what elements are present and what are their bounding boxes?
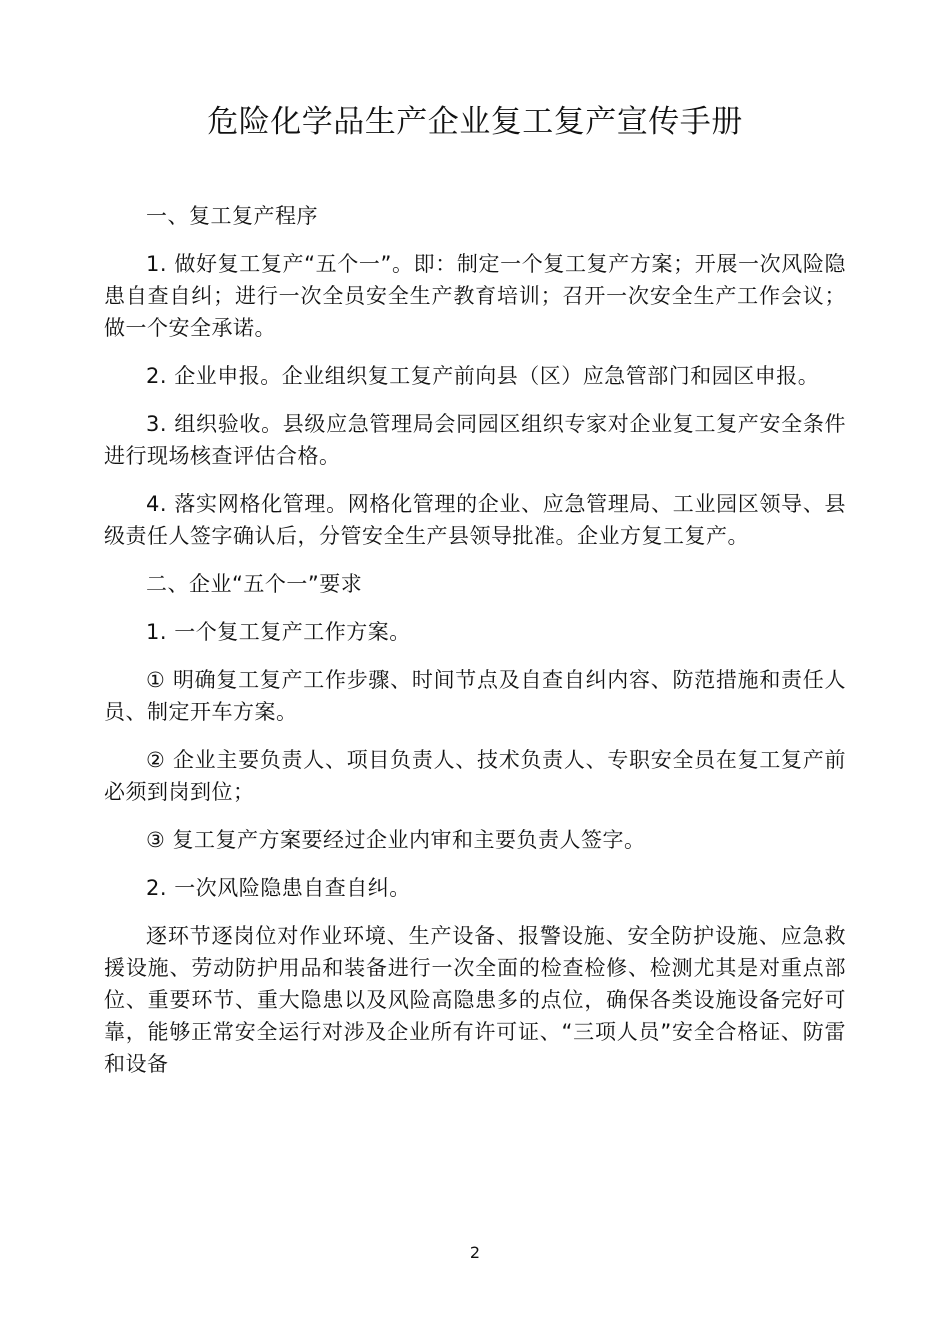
- section-heading-procedure: 一、复工复产程序: [146, 204, 318, 228]
- procedure-item-3: 3. 组织验收。县级应急管理局会同园区组织专家对企业复工复产安全条件进行现场核查评估合格。: [104, 412, 846, 468]
- document-body: [104, 200, 846, 1096]
- requirement-subitem-1: ① 明确复工复产工作步骤、时间节点及自查自纠内容、防范措施和责任人员、制定开车方案。: [104, 668, 846, 724]
- inspection-paragraph: 逐环节逐岗位对作业环境、生产设备、报警设施、安全防护设施、应急救援设施、劳动防护用品和装备进行一次全面的检查检修、检测尤其是对重点部位、重要环节、重大隐患以及风险高隐患多的点位，确保各类设施设备完好可靠，能够正常安全运行对涉及企业所有许可证、“三项人员”安全合格证、防雷和设备: [104, 924, 846, 1076]
- procedure-item-2: 2. 企业申报。企业组织复工复产前向县（区）应急管部门和园区申报。: [146, 364, 820, 388]
- document-title: 危险化学品生产企业复工复产宣传手册: [207, 104, 743, 140]
- requirement-subitem-2: ② 企业主要负责人、项目负责人、技术负责人、专职安全员在复工复产前必须到岗到位；: [104, 748, 846, 804]
- requirement-item-2: 2. 一次风险隐患自查自纠。: [146, 876, 411, 900]
- requirement-subitem-3: ③ 复工复产方案要经过企业内审和主要负责人签字。: [146, 828, 646, 852]
- procedure-item-4: 4. 落实网格化管理。网格化管理的企业、应急管理局、工业园区领导、县级责任人签字确认后，分管安全生产县领导批准。企业方复工复产。: [104, 492, 846, 548]
- requirement-item-1: 1. 一个复工复产工作方案。: [146, 620, 411, 644]
- procedure-item-1: 1. 做好复工复产“五个一”。即：制定一个复工复产方案；开展一次风险隐患自查自纠；进行一次全员安全生产教育培训；召开一次安全生产工作会议；做一个安全承诺。: [104, 252, 846, 340]
- section-heading-requirements: 二、企业“五个一”要求: [146, 572, 363, 596]
- page-number: 2: [469, 1243, 481, 1262]
